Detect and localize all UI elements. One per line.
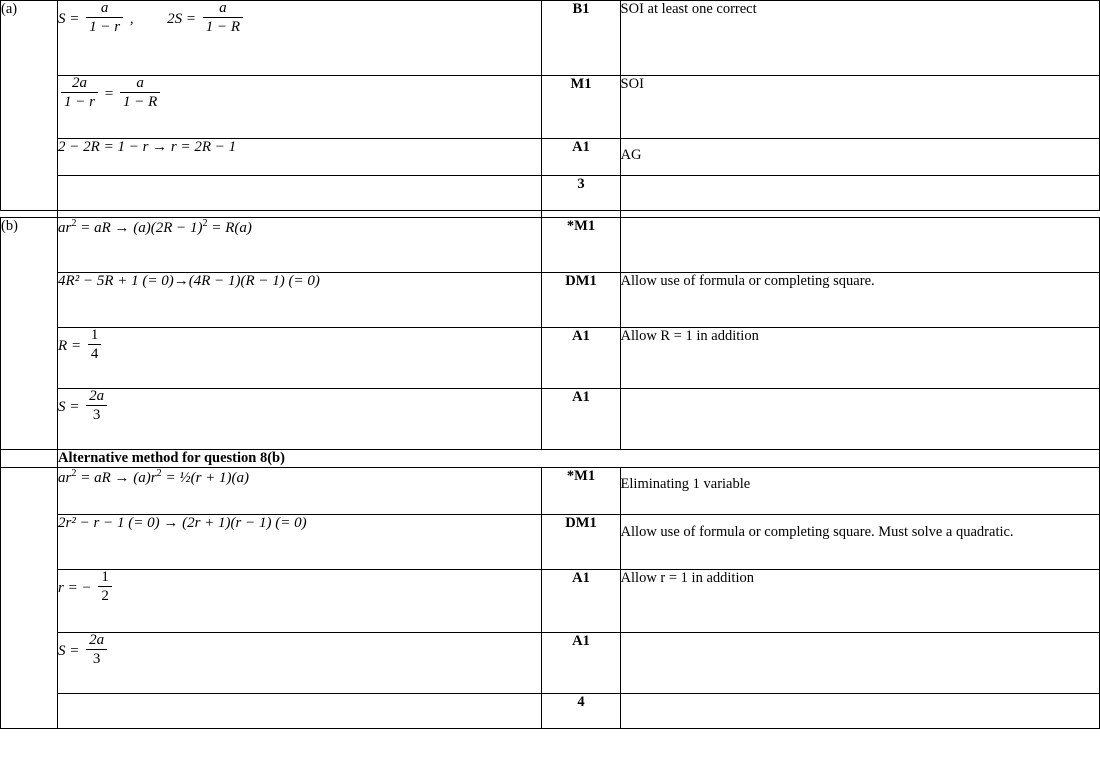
table-row [1,176,1100,211]
math-expression: R = $\frac{1}{4}$ [58,338,104,354]
mark-alt-1: *M1 [542,468,620,515]
table-row [1,515,1100,570]
mark-alt-3: A1 [542,570,620,633]
mark-b-2: DM1 [542,273,620,328]
table-row [1,139,1100,176]
mark-a-total: 3 [542,176,620,211]
math-expression: $ar^2$ = aR → $(a)(2R - 1)^2 = R(a)$ [58,218,252,236]
part-label-b: (b) [1,218,58,450]
working-alt-4 [58,633,542,694]
math-expression: r = − $\frac{1}{2}$ [58,580,115,596]
working-alt-1 [58,468,542,515]
note-alt-4 [620,633,1099,694]
table-row [1,218,1100,273]
alternative-method-header: Alternative method for question 8(b) [58,450,1100,468]
mark-a-3: A1 [542,139,620,176]
working-a-3 [58,139,542,176]
working-b-3 [58,328,542,389]
table-row [1,328,1100,389]
mark-a-2: M1 [542,76,620,139]
note-alt-2: Allow use of formula or completing square. Must solve a quadratic. [620,515,1099,570]
mark-b-4: A1 [542,389,620,450]
mark-b-3: A1 [542,328,620,389]
math-expression: $\frac{2a}{1 - r}$ = $\frac{a}{1 - R}$ [58,86,163,102]
mark-a-1: B1 [542,1,620,76]
note-b-3: Allow R = 1 in addition [620,328,1099,389]
note-a-1: SOI at least one correct [620,1,1099,76]
working-alt-3 [58,570,542,633]
math-expression: 2 − 2R = 1 − r → r = 2R − 1 [58,139,237,155]
mark-alt-4: A1 [542,633,620,694]
table-row [1,450,1100,468]
working-b-1 [58,218,542,273]
mark-alt-2: DM1 [542,515,620,570]
working-alt-2 [58,515,542,570]
mark-b-1: *M1 [542,218,620,273]
working-b-2 [58,273,542,328]
note-a-3: AG [620,139,1099,176]
table-row [1,1,1100,76]
section-divider [1,211,1100,218]
table-row [1,570,1100,633]
working-a-1 [58,1,542,76]
mark-alt-total: 4 [542,694,620,729]
part-label-blank-2 [1,468,58,729]
table-row [1,694,1100,729]
note-alt-3: Allow r = 1 in addition [620,570,1099,633]
working-b-4 [58,389,542,450]
math-expression: 4R² − 5R + 1 (= 0)→(4R − 1)(R − 1) (= 0) [58,273,320,289]
note-alt-1: Eliminating 1 variable [620,468,1099,515]
table-row [1,76,1100,139]
note-a-total [620,176,1099,211]
table-row [1,273,1100,328]
math-expression: S = $\frac{a}{1 - r}$ , 2S = $\frac{a}{1 - R}$ [58,11,246,27]
math-expression: S = $\frac{2a}{3}$ [58,643,110,659]
table-row [1,468,1100,515]
table-row [1,389,1100,450]
math-expression: 2r² − r − 1 (= 0) → (2r + 1)(r − 1) (= 0) [58,515,307,531]
table-row [1,633,1100,694]
math-expression: S = $\frac{2a}{3}$ [58,399,110,415]
note-a-2: SOI [620,76,1099,139]
math-expression: $ar^2$ = aR → $(a)r^2$ = ½(r + 1)(a) [58,468,250,486]
note-b-1 [620,218,1099,273]
working-alt-total [58,694,542,729]
note-b-2: Allow use of formula or completing square. [620,273,1099,328]
note-b-4 [620,389,1099,450]
part-label-a: (a) [1,1,58,211]
working-a-total [58,176,542,211]
part-label-blank [1,450,58,468]
note-alt-total [620,694,1099,729]
working-a-2 [58,76,542,139]
